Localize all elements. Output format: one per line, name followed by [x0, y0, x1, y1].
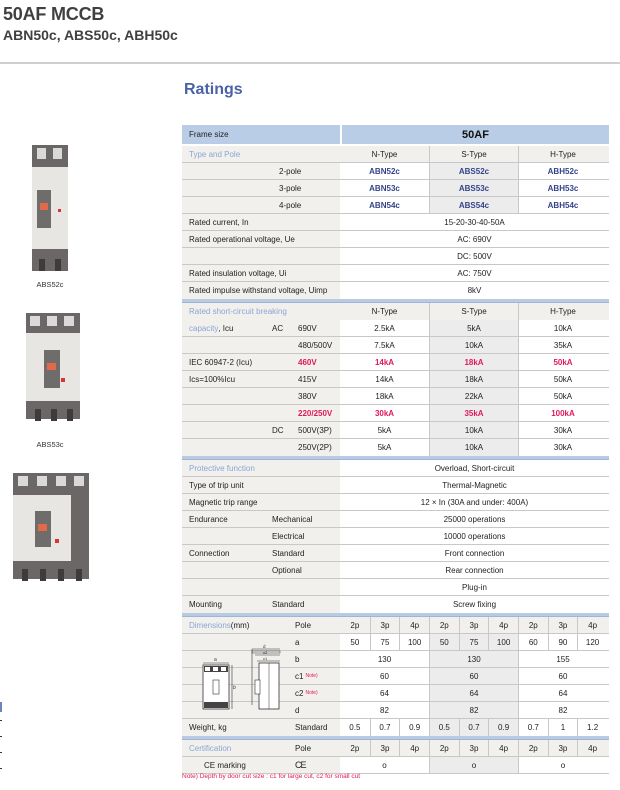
model-value: ABH52c — [518, 163, 607, 179]
bc-value: 10kA — [429, 337, 518, 353]
bc-value: 10kA — [429, 439, 518, 456]
svg-text:c1: c1 — [263, 656, 268, 661]
pole-value: 3p — [370, 740, 400, 756]
certification-label: Certification — [182, 740, 295, 756]
weight-value: 0.5 — [429, 719, 459, 736]
product-image-2pole — [29, 145, 71, 275]
breaking-capacity-row — [182, 439, 609, 456]
type-header-n: N-Type — [371, 307, 398, 316]
bc-value: 5kA — [340, 439, 429, 456]
ce-marking-row — [182, 757, 609, 774]
voltage-label: 460V — [292, 354, 340, 370]
rated-operational-voltage-ac: AC: 690V — [340, 231, 609, 247]
trip-unit-label: Type of trip unit — [182, 477, 340, 493]
ac-label: AC — [272, 320, 292, 336]
bc-value: 50kA — [518, 371, 607, 387]
dimension-diagram — [197, 635, 292, 717]
ce-mark-icon: CE — [295, 757, 340, 773]
weight-label: Weight, kg — [182, 719, 295, 736]
trip-unit-row — [182, 477, 609, 494]
pole-value: 2p — [518, 617, 548, 633]
type-pole-row — [182, 197, 609, 214]
dim-value: 60 — [340, 668, 429, 684]
dimensions-pole-row — [182, 617, 609, 634]
type-header-h: H-Type — [518, 146, 607, 162]
bc-value: 5kA — [429, 320, 518, 336]
model-value: ABN54c — [340, 197, 429, 213]
protective-function-label: Protective function — [182, 460, 340, 476]
model-value: ABH53c — [518, 180, 607, 196]
breaking-capacity-row-highlight — [182, 354, 609, 371]
connection-value: Front connection — [340, 545, 609, 561]
mounting-label: Mounting — [182, 596, 272, 613]
connection-row — [182, 562, 609, 579]
breaking-capacity-row — [182, 320, 609, 337]
product-image-3pole — [23, 313, 83, 421]
dim-value: 155 — [518, 651, 607, 667]
bc-value: 10kA — [429, 422, 518, 438]
dimensions-unit: (mm) — [230, 620, 250, 630]
footnote: Note) Depth by door cut size : c1 for large cut, c2 for small cut — [182, 773, 361, 780]
weight-value: 0.9 — [488, 719, 518, 736]
type-header-n: N-Type — [371, 149, 398, 159]
dim-label: d — [295, 702, 340, 718]
dim-value: 90 — [548, 634, 578, 650]
pole-value: 3p — [459, 740, 489, 756]
endurance-row — [182, 528, 609, 545]
svg-text:d: d — [263, 644, 266, 649]
weight-value: 0.7 — [459, 719, 489, 736]
dim-value: 82 — [429, 702, 518, 718]
bc-value: 100kA — [518, 405, 607, 421]
rated-impulse-voltage-label: Rated impulse withstand voltage, Uimp — [182, 282, 340, 299]
voltage-label: 380V — [292, 388, 340, 404]
pole-value: 4p — [399, 617, 429, 633]
endurance-value: 25000 operations — [340, 511, 609, 527]
connection-row — [182, 579, 609, 596]
capacity-label: capacity — [189, 323, 219, 333]
pole-label: 4-pole — [272, 197, 340, 213]
weight-row — [182, 719, 609, 736]
ics-label: Ics=100%Icu — [182, 371, 292, 387]
edge-mark — [0, 752, 2, 753]
note-marker: Note) — [305, 690, 318, 696]
rated-insulation-voltage-label: Rated insulation voltage, Ui — [182, 265, 340, 281]
pole-value: 4p — [488, 617, 518, 633]
type-header-s: S-Type — [429, 303, 518, 320]
model-value: ABS53c — [429, 180, 518, 196]
bc-value: 35kA — [429, 405, 518, 421]
header-divider — [0, 62, 620, 64]
connection-sub: Optional — [272, 562, 340, 578]
endurance-sub: Electrical — [272, 528, 340, 544]
section-title-ratings: Ratings — [184, 81, 243, 98]
dim-value: 100 — [488, 634, 518, 650]
edge-mark — [0, 720, 2, 721]
rated-impulse-voltage-row — [182, 282, 609, 299]
page-title: 50AF MCCB — [3, 4, 105, 24]
pole-value: 4p — [488, 740, 518, 756]
dim-value: 75 — [370, 634, 400, 650]
pole-value: 3p — [548, 740, 578, 756]
rated-current-label: Rated current, In — [182, 214, 340, 230]
page-subtitle: ABN50c, ABS50c, ABH50c — [3, 27, 178, 43]
edge-mark — [0, 702, 2, 712]
protective-function-value: Overload, Short-circuit — [340, 460, 609, 476]
dim-value: 64 — [429, 685, 518, 701]
dim-label: c2 — [295, 688, 304, 698]
pole-value: 3p — [370, 617, 400, 633]
pole-value: 2p — [350, 743, 360, 753]
breaking-capacity-row-highlight — [182, 405, 609, 422]
rated-operational-voltage-label: Rated operational voltage, Ue — [182, 231, 340, 247]
weight-sub: Standard — [295, 719, 340, 736]
dim-value: 64 — [340, 685, 429, 701]
dim-label: b — [295, 651, 340, 667]
frame-size-row — [182, 125, 609, 144]
model-value: ABS54c — [429, 197, 518, 213]
type-header-h: H-Type — [518, 303, 607, 320]
dimensions-label: Dimensions — [189, 620, 231, 630]
rated-operational-voltage-row — [182, 248, 609, 265]
bc-value: 30kA — [340, 405, 429, 421]
ce-value: o — [340, 757, 429, 773]
type-header-s: S-Type — [429, 146, 518, 162]
dim-value: 130 — [340, 651, 429, 667]
dim-value: 82 — [518, 702, 607, 718]
bc-value: 18kA — [340, 388, 429, 404]
rated-operational-voltage-dc: DC: 500V — [340, 248, 609, 264]
pole-label: 3-pole — [272, 180, 340, 196]
connection-row — [182, 545, 609, 562]
weight-value: 0.7 — [370, 719, 400, 736]
dim-value: 60 — [429, 668, 518, 684]
bc-value: 10kA — [518, 320, 607, 336]
breaking-capacity-label: Rated short-circuit breaking — [189, 307, 287, 316]
connection-value: Plug-in — [340, 579, 609, 595]
pole-value: 2p — [429, 617, 459, 633]
bc-value: 50kA — [518, 354, 607, 370]
model-value: ABS52c — [429, 163, 518, 179]
pole-value: 4p — [577, 617, 607, 633]
voltage-label: 690V — [292, 320, 340, 336]
pole-value: 3p — [459, 617, 489, 633]
mounting-sub: Standard — [272, 596, 340, 613]
dim-value: 50 — [429, 634, 459, 650]
ce-marking-label: CE marking — [182, 757, 295, 773]
voltage-label: 250V(2P) — [292, 439, 340, 456]
bc-value: 18kA — [429, 371, 518, 387]
weight-value: 1 — [548, 719, 578, 736]
dim-value: 120 — [577, 634, 607, 650]
type-pole-label: Type and Pole — [189, 149, 241, 159]
rated-impulse-voltage-value: 8kV — [340, 282, 609, 299]
magnetic-trip-range-row — [182, 494, 609, 511]
weight-value: 0.7 — [518, 719, 548, 736]
pole-label: Pole — [295, 617, 340, 633]
breaking-capacity-row — [182, 422, 609, 439]
pole-label: Pole — [295, 740, 340, 756]
bc-value: 7.5kA — [340, 337, 429, 353]
ce-value: o — [518, 757, 607, 773]
model-value: ABH54c — [518, 197, 607, 213]
standard-label: IEC 60947-2 (Icu) — [182, 354, 292, 370]
pole-value: 2p — [518, 740, 548, 756]
rated-current-value: 15-20-30-40-50A — [340, 214, 609, 230]
dim-label: c1 — [295, 671, 304, 681]
certification-pole-row — [182, 740, 609, 757]
dim-value: 130 — [429, 651, 518, 667]
dim-value: 82 — [340, 702, 429, 718]
dim-value: 60 — [518, 634, 548, 650]
breaking-capacity-row — [182, 337, 609, 354]
connection-sub: Standard — [272, 545, 340, 561]
voltage-label: 415V — [292, 371, 340, 387]
pole-value: 3p — [548, 617, 578, 633]
ratings-table — [182, 125, 609, 774]
type-pole-row — [182, 180, 609, 197]
bc-value: 5kA — [340, 422, 429, 438]
product-image-4pole — [10, 473, 92, 583]
pole-value: 2p — [350, 620, 360, 630]
bc-value: 30kA — [518, 422, 607, 438]
bc-value: 35kA — [518, 337, 607, 353]
pole-value: 4p — [577, 740, 607, 756]
frame-size-value: 50AF — [340, 125, 609, 144]
product-caption-abs52c: ABS52c — [36, 280, 64, 289]
svg-text:c2: c2 — [263, 650, 268, 655]
weight-value: 0.9 — [399, 719, 429, 736]
pole-label: 2-pole — [272, 163, 340, 179]
bc-value: 2.5kA — [340, 320, 429, 336]
trip-unit-value: Thermal-Magnetic — [340, 477, 609, 493]
endurance-sub: Mechanical — [272, 511, 340, 527]
mounting-row — [182, 596, 609, 613]
mounting-value: Screw fixing — [340, 596, 609, 613]
voltage-label: 220/250V — [292, 405, 340, 421]
magnetic-trip-range-label: Magnetic trip range — [182, 494, 340, 510]
voltage-label: 480/500V — [292, 337, 340, 353]
weight-value: 1.2 — [577, 719, 607, 736]
frame-size-label: Frame size — [189, 130, 229, 139]
endurance-label: Endurance — [182, 511, 272, 527]
edge-mark — [0, 768, 2, 769]
bc-value: 14kA — [340, 371, 429, 387]
voltage-label: 500V(3P) — [292, 422, 340, 438]
weight-value: 0.5 — [340, 719, 370, 736]
rated-insulation-voltage-value: AC: 750V — [340, 265, 609, 281]
bc-value: 50kA — [518, 388, 607, 404]
endurance-row — [182, 511, 609, 528]
dim-value: 50 — [340, 634, 370, 650]
type-pole-header-row — [182, 146, 609, 163]
ce-value: o — [429, 757, 518, 773]
note-marker: Note) — [305, 673, 318, 679]
diagram-label-a: a — [214, 657, 217, 663]
endurance-value: 10000 operations — [340, 528, 609, 544]
dim-label: a — [295, 634, 340, 650]
breaking-capacity-row — [182, 371, 609, 388]
connection-label: Connection — [182, 545, 272, 561]
bc-value: 30kA — [518, 439, 607, 456]
rated-insulation-voltage-row — [182, 265, 609, 282]
edge-mark — [0, 736, 2, 737]
dim-value: 64 — [518, 685, 607, 701]
magnetic-trip-range-value: 12 × In (30A and under: 400A) — [340, 494, 609, 510]
dim-value: 100 — [399, 634, 429, 650]
icu-label: , Icu — [218, 323, 234, 333]
protective-function-row — [182, 460, 609, 477]
connection-value: Rear connection — [340, 562, 609, 578]
rated-operational-voltage-row — [182, 231, 609, 248]
dim-value: 60 — [518, 668, 607, 684]
breaking-capacity-header-row — [182, 303, 609, 320]
svg-text:b: b — [233, 685, 236, 691]
pole-value: 4p — [399, 740, 429, 756]
model-value: ABN53c — [340, 180, 429, 196]
product-caption-abs53c: ABS53c — [36, 440, 64, 449]
type-pole-row — [182, 163, 609, 180]
bc-value: 18kA — [429, 354, 518, 370]
bc-value: 14kA — [340, 354, 429, 370]
pole-value: 2p — [429, 740, 459, 756]
dc-label: DC — [272, 422, 292, 438]
bc-value: 22kA — [429, 388, 518, 404]
breaking-capacity-row — [182, 388, 609, 405]
rated-current-row — [182, 214, 609, 231]
dim-value: 75 — [459, 634, 489, 650]
dimensions-block — [182, 617, 609, 719]
model-value: ABN52c — [340, 163, 429, 179]
